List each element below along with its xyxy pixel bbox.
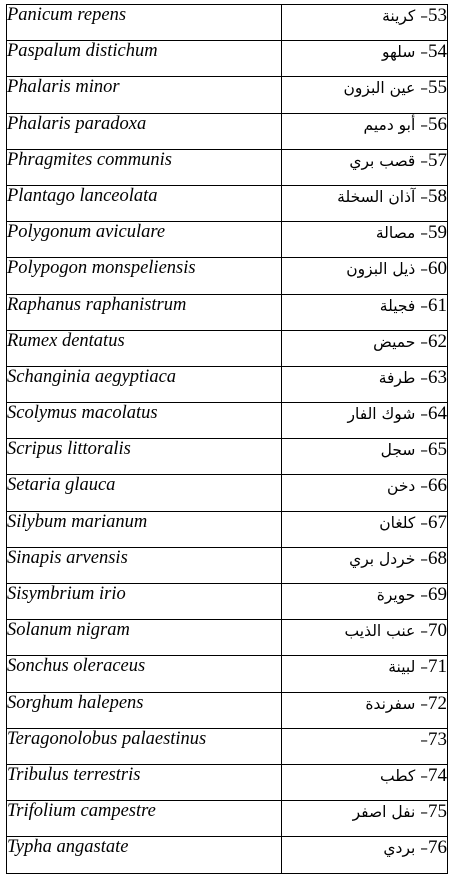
arabic-name-cell xyxy=(282,584,448,620)
entry-number: 64 xyxy=(428,403,447,425)
arabic-entry: 54– سلهو xyxy=(382,41,447,63)
entry-number: 62 xyxy=(428,330,447,352)
scientific-name-cell: Setaria glauca xyxy=(7,475,282,511)
scientific-name-cell: Scripus littoralis xyxy=(7,439,282,475)
arabic-name-cell xyxy=(282,294,448,330)
scientific-name-cell: Sorghum halepens xyxy=(7,692,282,728)
arabic-entry: 59– مصالة xyxy=(375,222,447,244)
scientific-name-cell: Scolymus macolatus xyxy=(7,403,282,439)
arabic-name: شوك الفار xyxy=(347,405,416,424)
plant-names-table xyxy=(6,4,448,874)
table-row xyxy=(7,403,448,439)
arabic-name-cell xyxy=(282,475,448,511)
arabic-name-cell xyxy=(282,77,448,113)
entry-number: 53 xyxy=(428,5,447,26)
arabic-name: خردل بري xyxy=(349,549,416,568)
table-row xyxy=(7,258,448,294)
table-row xyxy=(7,294,448,330)
arabic-name-cell xyxy=(282,258,448,294)
arabic-entry: 72– سفرندة xyxy=(365,692,447,714)
arabic-entry: 71– لبينة xyxy=(388,656,447,678)
arabic-entry: 63– طرفة xyxy=(378,366,447,388)
table-row xyxy=(7,475,448,511)
entry-number: 65 xyxy=(428,439,447,461)
entry-number: 70 xyxy=(428,620,447,642)
arabic-entry: 61– فجيلة xyxy=(379,294,447,316)
arabic-name: حويرة xyxy=(376,586,416,604)
arabic-name: عين البزون xyxy=(343,79,416,98)
arabic-name: سلهو xyxy=(382,43,416,62)
arabic-name: أبو دميم xyxy=(363,115,416,134)
scientific-name-cell: Phragmites communis xyxy=(7,149,282,185)
arabic-name-cell xyxy=(282,330,448,366)
arabic-entry: 76– بردي xyxy=(383,837,447,859)
arabic-entry: 74– كطب xyxy=(379,764,447,786)
scientific-name-cell: Panicum repens xyxy=(7,5,282,41)
arabic-name-cell xyxy=(282,113,448,149)
arabic-entry: 68– خردل بري xyxy=(349,547,447,569)
scientific-name-cell: Tribulus terrestris xyxy=(7,764,282,800)
arabic-name: فجيلة xyxy=(379,296,416,315)
arabic-entry: 64– شوك الفار xyxy=(347,403,447,425)
arabic-name: مصالة xyxy=(375,224,416,243)
entry-number: 74 xyxy=(428,764,447,786)
table-row xyxy=(7,547,448,583)
arabic-name-cell xyxy=(282,222,448,258)
arabic-entry: 70– عنب الذيب xyxy=(344,620,447,642)
table-row xyxy=(7,222,448,258)
arabic-name-cell xyxy=(282,41,448,77)
arabic-name: سجل xyxy=(380,441,416,460)
arabic-entry: 65– سجل xyxy=(380,439,447,461)
arabic-name: ذيل البزون xyxy=(346,260,416,279)
entry-number: 69 xyxy=(428,584,447,605)
arabic-entry: 55– عين البزون xyxy=(343,77,447,99)
entry-number: 72 xyxy=(428,692,447,714)
table-row xyxy=(7,692,448,728)
arabic-name: لبينة xyxy=(388,658,416,677)
entry-number: 59 xyxy=(428,222,447,244)
entry-number: 75 xyxy=(428,801,447,823)
scientific-name-cell: Sonchus oleraceus xyxy=(7,656,282,692)
arabic-name-cell xyxy=(282,547,448,583)
scientific-name-cell: Polypogon monspeliensis xyxy=(7,258,282,294)
arabic-name-cell xyxy=(282,403,448,439)
scientific-name-cell: Trifolium campestre xyxy=(7,801,282,837)
scientific-name-cell: Teragonolobus palaestinus xyxy=(7,728,282,764)
table-row xyxy=(7,656,448,692)
scientific-name-cell: Plantago lanceolata xyxy=(7,185,282,221)
scientific-name-cell: Typha angastate xyxy=(7,837,282,873)
arabic-entry: 60– ذيل البزون xyxy=(346,258,447,280)
table-row xyxy=(7,837,448,873)
arabic-entry: 75– نفل اصفر xyxy=(352,801,447,823)
arabic-entry: 58– آذان السخلة xyxy=(337,185,447,207)
arabic-name: طرفة xyxy=(378,368,416,387)
entry-number: 54 xyxy=(428,41,447,63)
table-row xyxy=(7,149,448,185)
arabic-name: كرينة xyxy=(382,7,416,25)
table-row xyxy=(7,439,448,475)
table-row xyxy=(7,113,448,149)
entry-number: 63 xyxy=(428,366,447,388)
scientific-name-cell: Paspalum distichum xyxy=(7,41,282,77)
arabic-name-cell xyxy=(282,511,448,547)
arabic-name-cell xyxy=(282,801,448,837)
scientific-name-cell: Schanginia aegyptiaca xyxy=(7,366,282,402)
arabic-name-cell xyxy=(282,764,448,800)
table-row xyxy=(7,511,448,547)
entry-number: 60 xyxy=(428,258,447,280)
arabic-name-cell xyxy=(282,837,448,873)
arabic-name: دخن xyxy=(387,477,416,496)
entry-number: 67 xyxy=(428,511,447,533)
entry-number: 73 xyxy=(428,728,447,750)
arabic-name: كلغان xyxy=(379,513,416,532)
arabic-name-cell xyxy=(282,149,448,185)
table-row xyxy=(7,584,448,620)
arabic-name: قصب بري xyxy=(349,151,416,170)
arabic-name: آذان السخلة xyxy=(337,187,416,206)
arabic-entry: 53– كرينة xyxy=(382,5,447,26)
scientific-name-cell: Sinapis arvensis xyxy=(7,547,282,583)
table-row xyxy=(7,366,448,402)
plant-rows xyxy=(7,5,448,874)
table-row xyxy=(7,728,448,764)
arabic-name-cell xyxy=(282,656,448,692)
arabic-name: نفل اصفر xyxy=(352,803,416,822)
entry-number: 55 xyxy=(428,77,447,99)
arabic-name-cell xyxy=(282,366,448,402)
arabic-name: كطب xyxy=(379,766,416,785)
arabic-name-cell xyxy=(282,620,448,656)
arabic-name-cell xyxy=(282,439,448,475)
scientific-name-cell: Solanum nigram xyxy=(7,620,282,656)
entry-number: 58 xyxy=(428,185,447,207)
table-row xyxy=(7,77,448,113)
arabic-entry: 57– قصب بري xyxy=(349,149,447,171)
arabic-name: عنب الذيب xyxy=(344,622,416,641)
arabic-name-cell xyxy=(282,5,448,41)
arabic-name: حميض xyxy=(373,332,416,351)
table-row xyxy=(7,764,448,800)
table-row xyxy=(7,330,448,366)
entry-number: 57 xyxy=(428,149,447,171)
entry-number: 76 xyxy=(428,837,447,859)
scientific-name-cell: Rumex dentatus xyxy=(7,330,282,366)
entry-number: 56 xyxy=(428,113,447,135)
arabic-name: سفرندة xyxy=(365,694,416,713)
arabic-entry: 67– كلغان xyxy=(379,511,447,533)
arabic-name-cell xyxy=(282,185,448,221)
arabic-entry: 66– دخن xyxy=(387,475,447,497)
scientific-name-cell: Raphanus raphanistrum xyxy=(7,294,282,330)
entry-number: 71 xyxy=(428,656,447,678)
arabic-name-cell xyxy=(282,692,448,728)
table-row xyxy=(7,41,448,77)
arabic-entry: 62– حميض xyxy=(373,330,447,352)
scientific-name-cell: Phalaris paradoxa xyxy=(7,113,282,149)
arabic-name-cell xyxy=(282,728,448,764)
arabic-entry: 56– أبو دميم xyxy=(363,113,447,135)
scientific-name-cell: Silybum marianum xyxy=(7,511,282,547)
table-row xyxy=(7,801,448,837)
entry-number: 66 xyxy=(428,475,447,497)
table-row xyxy=(7,185,448,221)
table-row xyxy=(7,5,448,41)
arabic-name: بردي xyxy=(383,839,416,858)
scientific-name-cell: Polygonum aviculare xyxy=(7,222,282,258)
table-row xyxy=(7,620,448,656)
entry-number: 68 xyxy=(428,547,447,569)
entry-number: 61 xyxy=(428,294,447,316)
scientific-name-cell: Sisymbrium irio xyxy=(7,584,282,620)
arabic-entry: 73– xyxy=(420,728,447,750)
scientific-name-cell: Phalaris minor xyxy=(7,77,282,113)
arabic-entry: 69– حويرة xyxy=(376,584,447,605)
